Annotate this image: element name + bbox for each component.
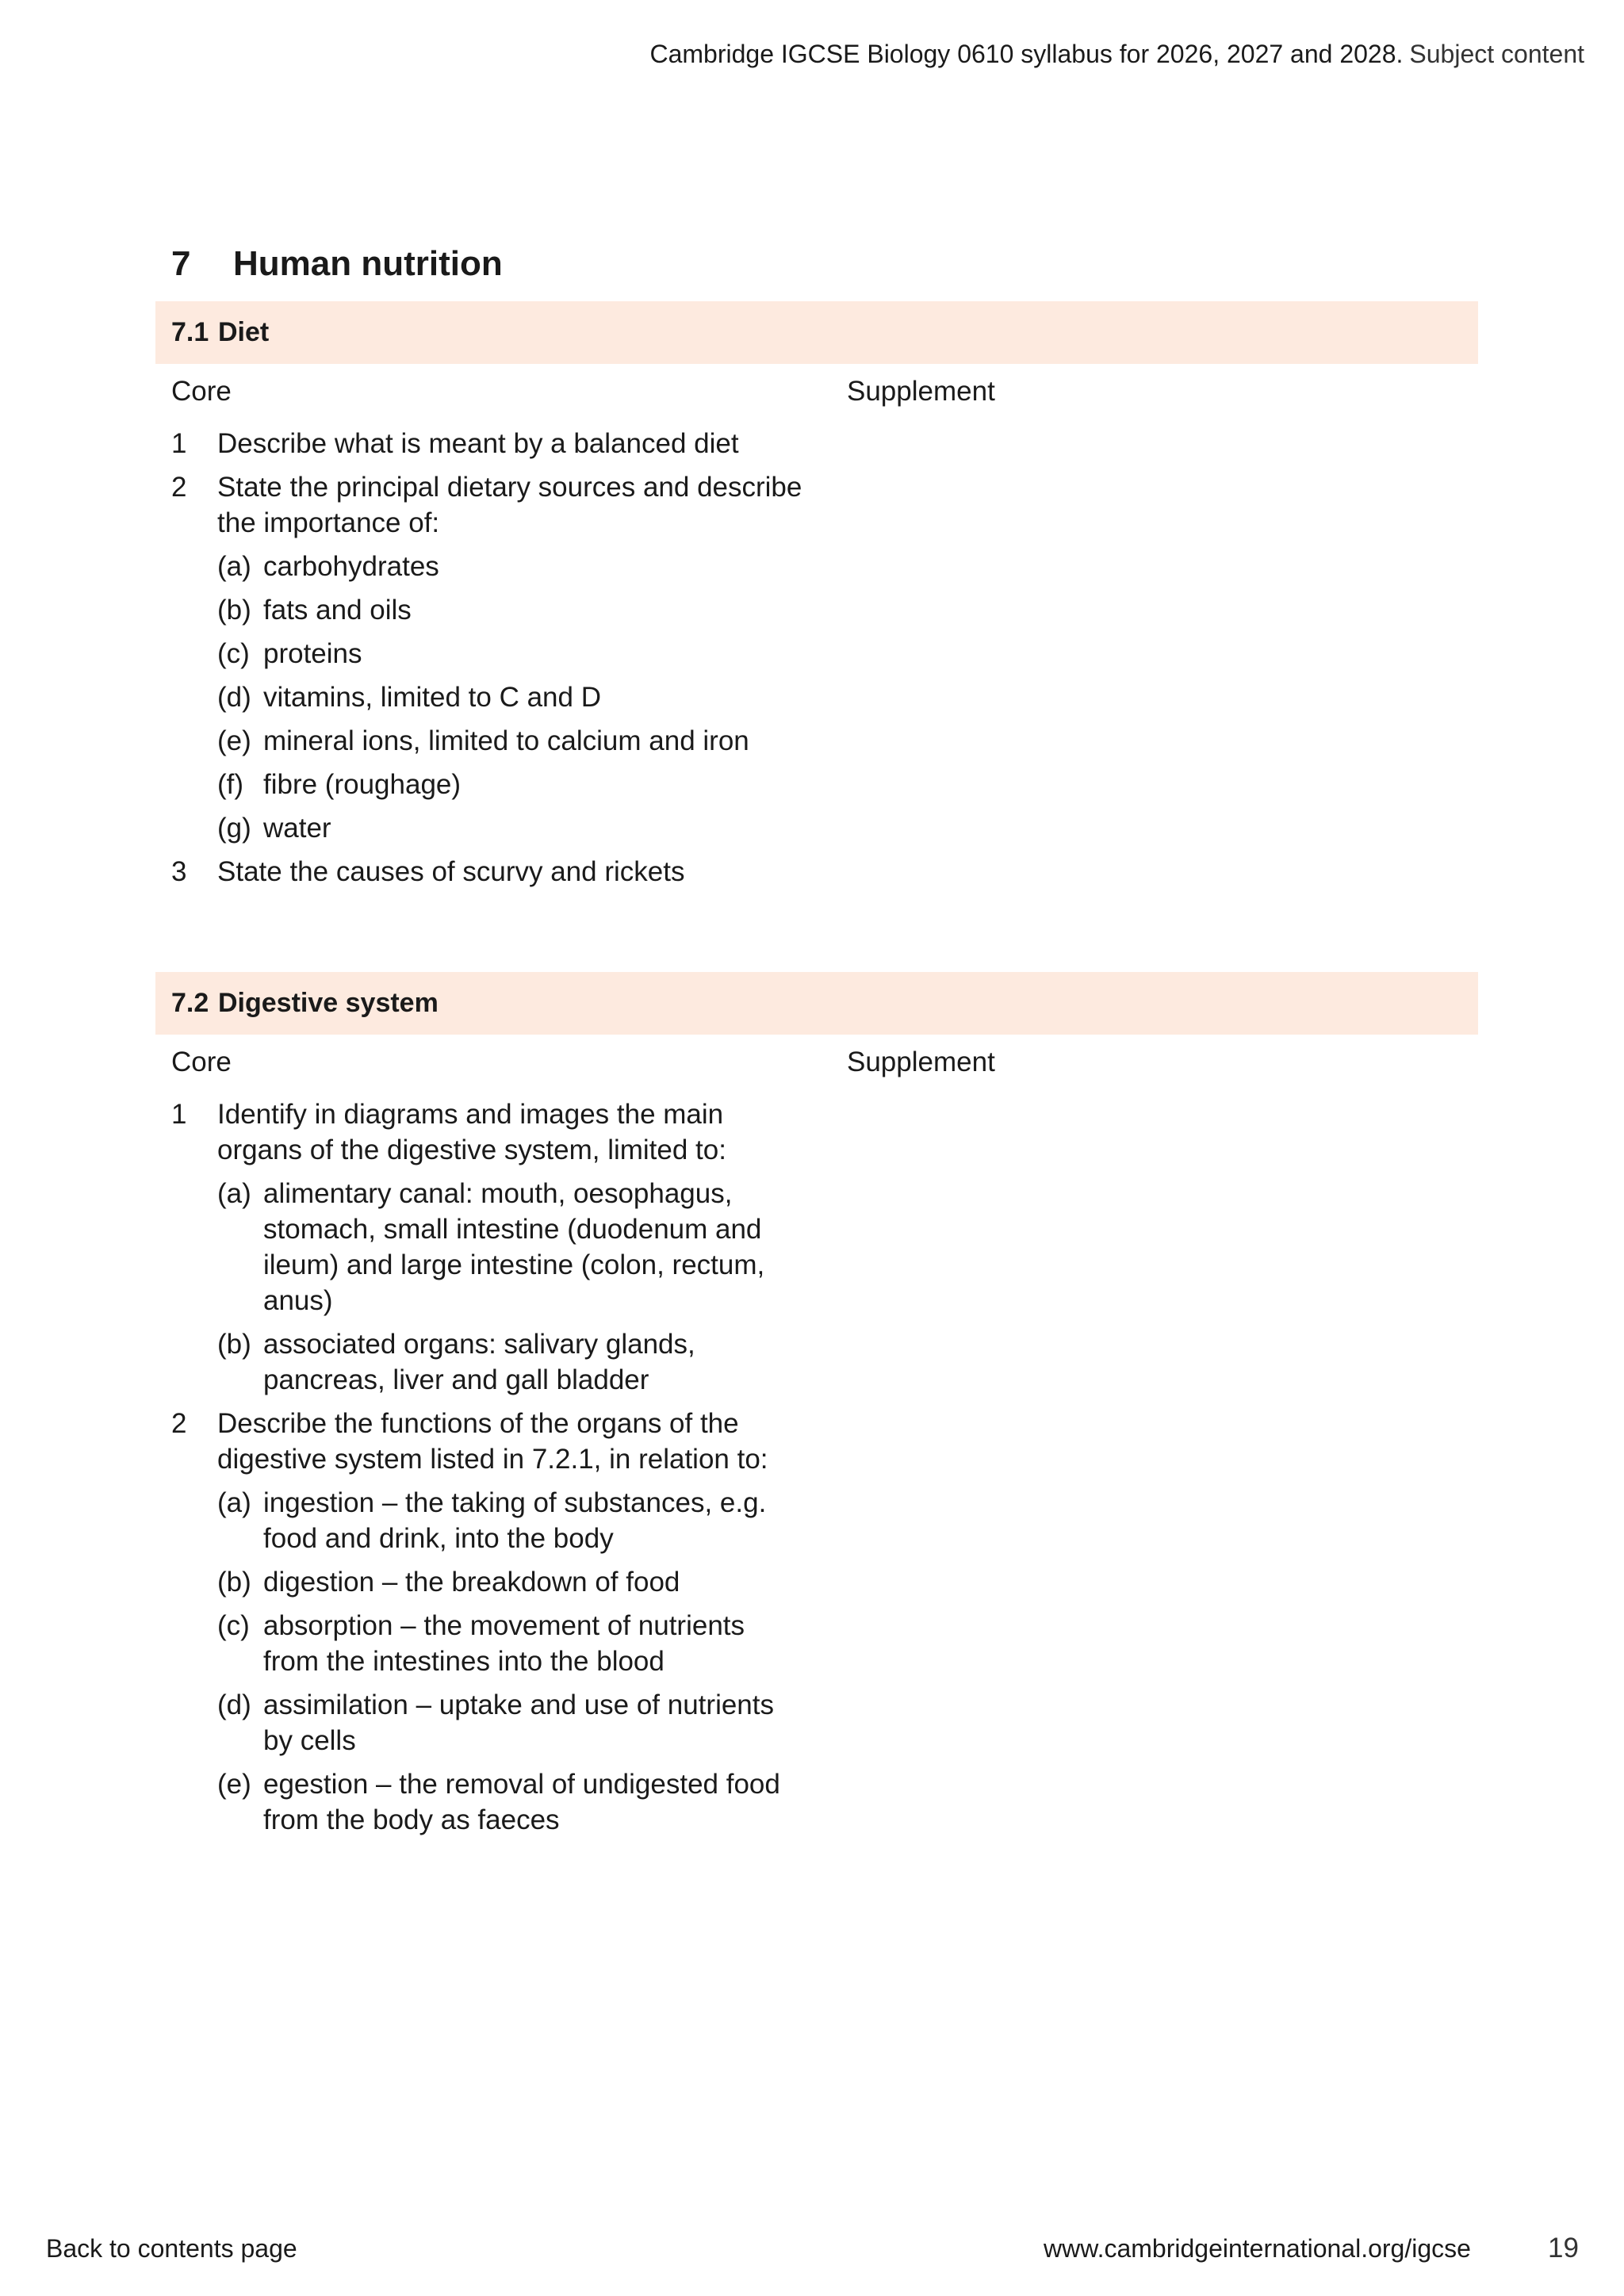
sub-list-item	[217, 592, 806, 628]
website-link[interactable]: www.cambridgeinternational.org/igcse	[1044, 2234, 1471, 2263]
sub-list-item	[217, 1766, 806, 1838]
item-number: 2	[171, 1408, 187, 1439]
sub-item-text: alimentary canal: mouth, oesophagus, stomach, small intestine (duodenum and ileum) and large intestine (colon, rectum, anus)	[263, 1178, 765, 1316]
sub-item-label: (c)	[217, 638, 250, 669]
section-heading	[171, 317, 269, 348]
section-band-7-1	[155, 301, 1478, 364]
list-item	[171, 426, 806, 461]
header-section: Subject content	[1409, 40, 1584, 68]
sub-item-text: carbohydrates	[263, 551, 439, 582]
sub-list-item	[217, 1176, 806, 1318]
sub-item-label: (b)	[217, 1567, 251, 1598]
sub-item-text: fats and oils	[263, 595, 412, 626]
chapter-heading	[171, 244, 503, 284]
sub-item-text: absorption – the movement of nutrients from the intestines into the blood	[263, 1610, 745, 1677]
sub-list-item	[217, 1564, 806, 1600]
supplement-column-heading: Supplement	[847, 376, 995, 407]
item-text: State the causes of scurvy and rickets	[217, 856, 685, 887]
list-item	[171, 854, 806, 890]
sub-item-text: associated organs: salivary glands, pancreas, liver and gall bladder	[263, 1329, 695, 1395]
sub-list-item	[217, 723, 806, 759]
sub-item-label: (c)	[217, 1610, 250, 1641]
sub-item-label: (g)	[217, 813, 251, 844]
section-number: 7.2	[171, 988, 209, 1018]
item-text: Describe the functions of the organs of the digestive system listed in 7.2.1, in relation to:	[217, 1408, 768, 1475]
item-text: State the principal dietary sources and describe the importance of:	[217, 472, 802, 538]
section-title: Diet	[218, 317, 270, 347]
sub-item-label: (a)	[217, 1487, 251, 1518]
chapter-title: Human nutrition	[233, 244, 503, 283]
section-number: 7.1	[171, 317, 209, 347]
sub-item-text: mineral ions, limited to calcium and iron	[263, 725, 749, 756]
sub-list-item	[217, 1687, 806, 1758]
core-column-heading: Core	[171, 1047, 232, 1077]
sub-item-label: (b)	[217, 1329, 251, 1360]
sub-item-label: (b)	[217, 595, 251, 626]
item-number: 1	[171, 1099, 187, 1130]
core-list-7-2	[171, 1096, 806, 1846]
page-number: 19	[1548, 2233, 1579, 2263]
sub-list-item	[217, 549, 806, 584]
sub-list-item	[217, 767, 806, 802]
section-heading	[171, 988, 439, 1019]
sub-item-label: (e)	[217, 725, 251, 756]
sub-list-item	[217, 1608, 806, 1679]
sub-list	[217, 1176, 806, 1398]
sub-item-label: (d)	[217, 682, 251, 713]
core-column-heading: Core	[171, 376, 232, 407]
sub-item-text: assimilation – uptake and use of nutrients by cells	[263, 1689, 774, 1756]
sub-list-item	[217, 810, 806, 846]
list-item	[171, 1406, 806, 1838]
page-header	[649, 40, 1584, 69]
item-number: 1	[171, 428, 187, 459]
section-band-7-2	[155, 972, 1478, 1035]
sub-list-item	[217, 1485, 806, 1556]
item-number: 2	[171, 472, 187, 503]
sub-list-item	[217, 1326, 806, 1398]
item-text: Identify in diagrams and images the main organs of the digestive system, limited to:	[217, 1099, 726, 1165]
sub-item-text: egestion – the removal of undigested food from the body as faeces	[263, 1769, 780, 1835]
sub-item-text: vitamins, limited to C and D	[263, 682, 601, 713]
item-text: Describe what is meant by a balanced diet	[217, 428, 739, 459]
sub-list-item	[217, 636, 806, 672]
sub-item-text: fibre (roughage)	[263, 769, 462, 800]
sub-item-label: (e)	[217, 1769, 251, 1800]
sub-item-label: (a)	[217, 1178, 251, 1209]
supplement-column-heading: Supplement	[847, 1047, 995, 1077]
sub-item-label: (f)	[217, 769, 244, 800]
header-title: Cambridge IGCSE Biology 0610 syllabus for 2026, 2027 and 2028.	[649, 40, 1404, 68]
list-item	[171, 1096, 806, 1398]
sub-list	[217, 1485, 806, 1838]
section-title: Digestive system	[218, 988, 439, 1018]
list-item	[171, 469, 806, 846]
sub-item-label: (a)	[217, 551, 251, 582]
sub-list-item	[217, 679, 806, 715]
sub-item-text: proteins	[263, 638, 362, 669]
sub-item-text: ingestion – the taking of substances, e.g. food and drink, into the body	[263, 1487, 767, 1554]
core-list-7-1	[171, 426, 806, 897]
sub-item-label: (d)	[217, 1689, 251, 1720]
item-number: 3	[171, 856, 187, 887]
sub-list	[217, 549, 806, 846]
chapter-number: 7	[171, 244, 191, 283]
back-to-contents-link[interactable]: Back to contents page	[46, 2234, 297, 2263]
sub-item-text: water	[263, 813, 331, 844]
sub-item-text: digestion – the breakdown of food	[263, 1567, 680, 1598]
